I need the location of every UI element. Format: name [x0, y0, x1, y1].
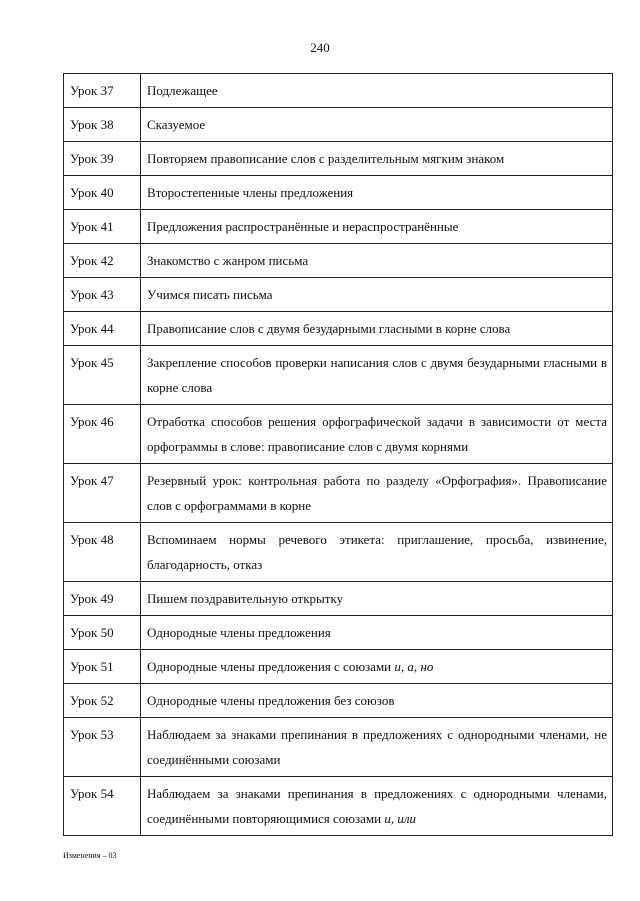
table-row	[64, 278, 613, 312]
lesson-topic	[141, 405, 613, 464]
lesson-topic-text: Знакомство с жанром письма	[147, 253, 309, 268]
lesson-topic-text: Пишем поздравительную открытку	[147, 591, 344, 606]
lesson-number: Урок 44	[64, 312, 141, 346]
lesson-topic	[141, 777, 613, 836]
lesson-number: Урок 51	[64, 650, 141, 684]
lesson-topic-text: Подлежащее	[147, 83, 218, 98]
lesson-number: Урок 47	[64, 464, 141, 523]
lesson-topic	[141, 464, 613, 523]
lesson-number: Урок 42	[64, 244, 141, 278]
lesson-topic-text: Сказуемое	[147, 117, 206, 132]
lesson-topic	[141, 142, 613, 176]
lesson-number: Урок 48	[64, 523, 141, 582]
lesson-topic	[141, 582, 613, 616]
table-row	[64, 405, 613, 464]
table-row	[64, 464, 613, 523]
lesson-topic	[141, 312, 613, 346]
lesson-topic-text: Учимся писать письма	[147, 287, 273, 302]
table-row	[64, 312, 613, 346]
lesson-topic	[141, 650, 613, 684]
table-row	[64, 176, 613, 210]
lesson-topic-text: Наблюдаем за знаками препинания в предложениях с однородными членами, соединёнными повторяющимися союзами	[147, 786, 611, 826]
lesson-number: Урок 50	[64, 616, 141, 650]
lesson-topic-text: Резервный урок: контрольная работа по разделу «Орфография». Правописание слов с орфограммами в корне	[147, 473, 611, 513]
lesson-topic-text: Закрепление способов проверки написания слов с двумя безударными гласными в корне слова	[147, 355, 611, 395]
lesson-topic-text: Наблюдаем за знаками препинания в предложениях с однородными членами, не соединёнными союзами	[147, 727, 611, 767]
lesson-topic	[141, 346, 613, 405]
page-number: 240	[310, 40, 330, 55]
lesson-topic	[141, 108, 613, 142]
lesson-topic-italic: и, или	[384, 811, 417, 826]
lesson-topic	[141, 244, 613, 278]
lesson-number: Урок 46	[64, 405, 141, 464]
lesson-number: Урок 54	[64, 777, 141, 836]
lesson-topic	[141, 684, 613, 718]
table-row	[64, 582, 613, 616]
lesson-topic-text: Предложения распространённые и нераспространённые	[147, 219, 459, 234]
table-row	[64, 346, 613, 405]
lesson-topic-text: Отработка способов решения орфографической задачи в зависимости от места орфограммы в слове: правописание слов с двумя корнями	[147, 414, 611, 454]
lesson-number: Урок 38	[64, 108, 141, 142]
table-row	[64, 142, 613, 176]
lesson-topic	[141, 176, 613, 210]
lesson-number: Урок 40	[64, 176, 141, 210]
lesson-number: Урок 39	[64, 142, 141, 176]
lesson-topic-text: Однородные члены предложения	[147, 625, 331, 640]
lesson-number: Урок 41	[64, 210, 141, 244]
lesson-number: Урок 43	[64, 278, 141, 312]
lesson-topic	[141, 616, 613, 650]
table-row	[64, 718, 613, 777]
table-row	[64, 74, 613, 108]
table-row	[64, 650, 613, 684]
lesson-number: Урок 52	[64, 684, 141, 718]
lesson-number: Урок 45	[64, 346, 141, 405]
lesson-topic	[141, 523, 613, 582]
lesson-topic-text: Вспоминаем нормы речевого этикета: приглашение, просьба, извинение, благодарность, отказ	[147, 532, 611, 572]
lesson-topic-text: Правописание слов с двумя безударными гласными в корне слова	[147, 321, 511, 336]
lesson-topic	[141, 74, 613, 108]
table-row	[64, 684, 613, 718]
table-row	[64, 108, 613, 142]
table-row	[64, 210, 613, 244]
lesson-number: Урок 37	[64, 74, 141, 108]
lessons-table	[63, 73, 613, 836]
lesson-topic-text: Повторяем правописание слов с разделительным мягким знаком	[147, 151, 505, 166]
lesson-topic	[141, 210, 613, 244]
lesson-topic	[141, 718, 613, 777]
revision-note: Изменения – 03	[63, 851, 117, 860]
table-row	[64, 777, 613, 836]
lesson-number: Урок 49	[64, 582, 141, 616]
lesson-topic-text: Второстепенные члены предложения	[147, 185, 354, 200]
lesson-topic-text: Однородные члены предложения без союзов	[147, 693, 395, 708]
table-row	[64, 616, 613, 650]
table-row	[64, 244, 613, 278]
lesson-number: Урок 53	[64, 718, 141, 777]
table-row	[64, 523, 613, 582]
lesson-topic-text: Однородные члены предложения с союзами	[147, 659, 395, 674]
lesson-topic	[141, 278, 613, 312]
lesson-topic-italic: и, а, но	[394, 659, 434, 674]
